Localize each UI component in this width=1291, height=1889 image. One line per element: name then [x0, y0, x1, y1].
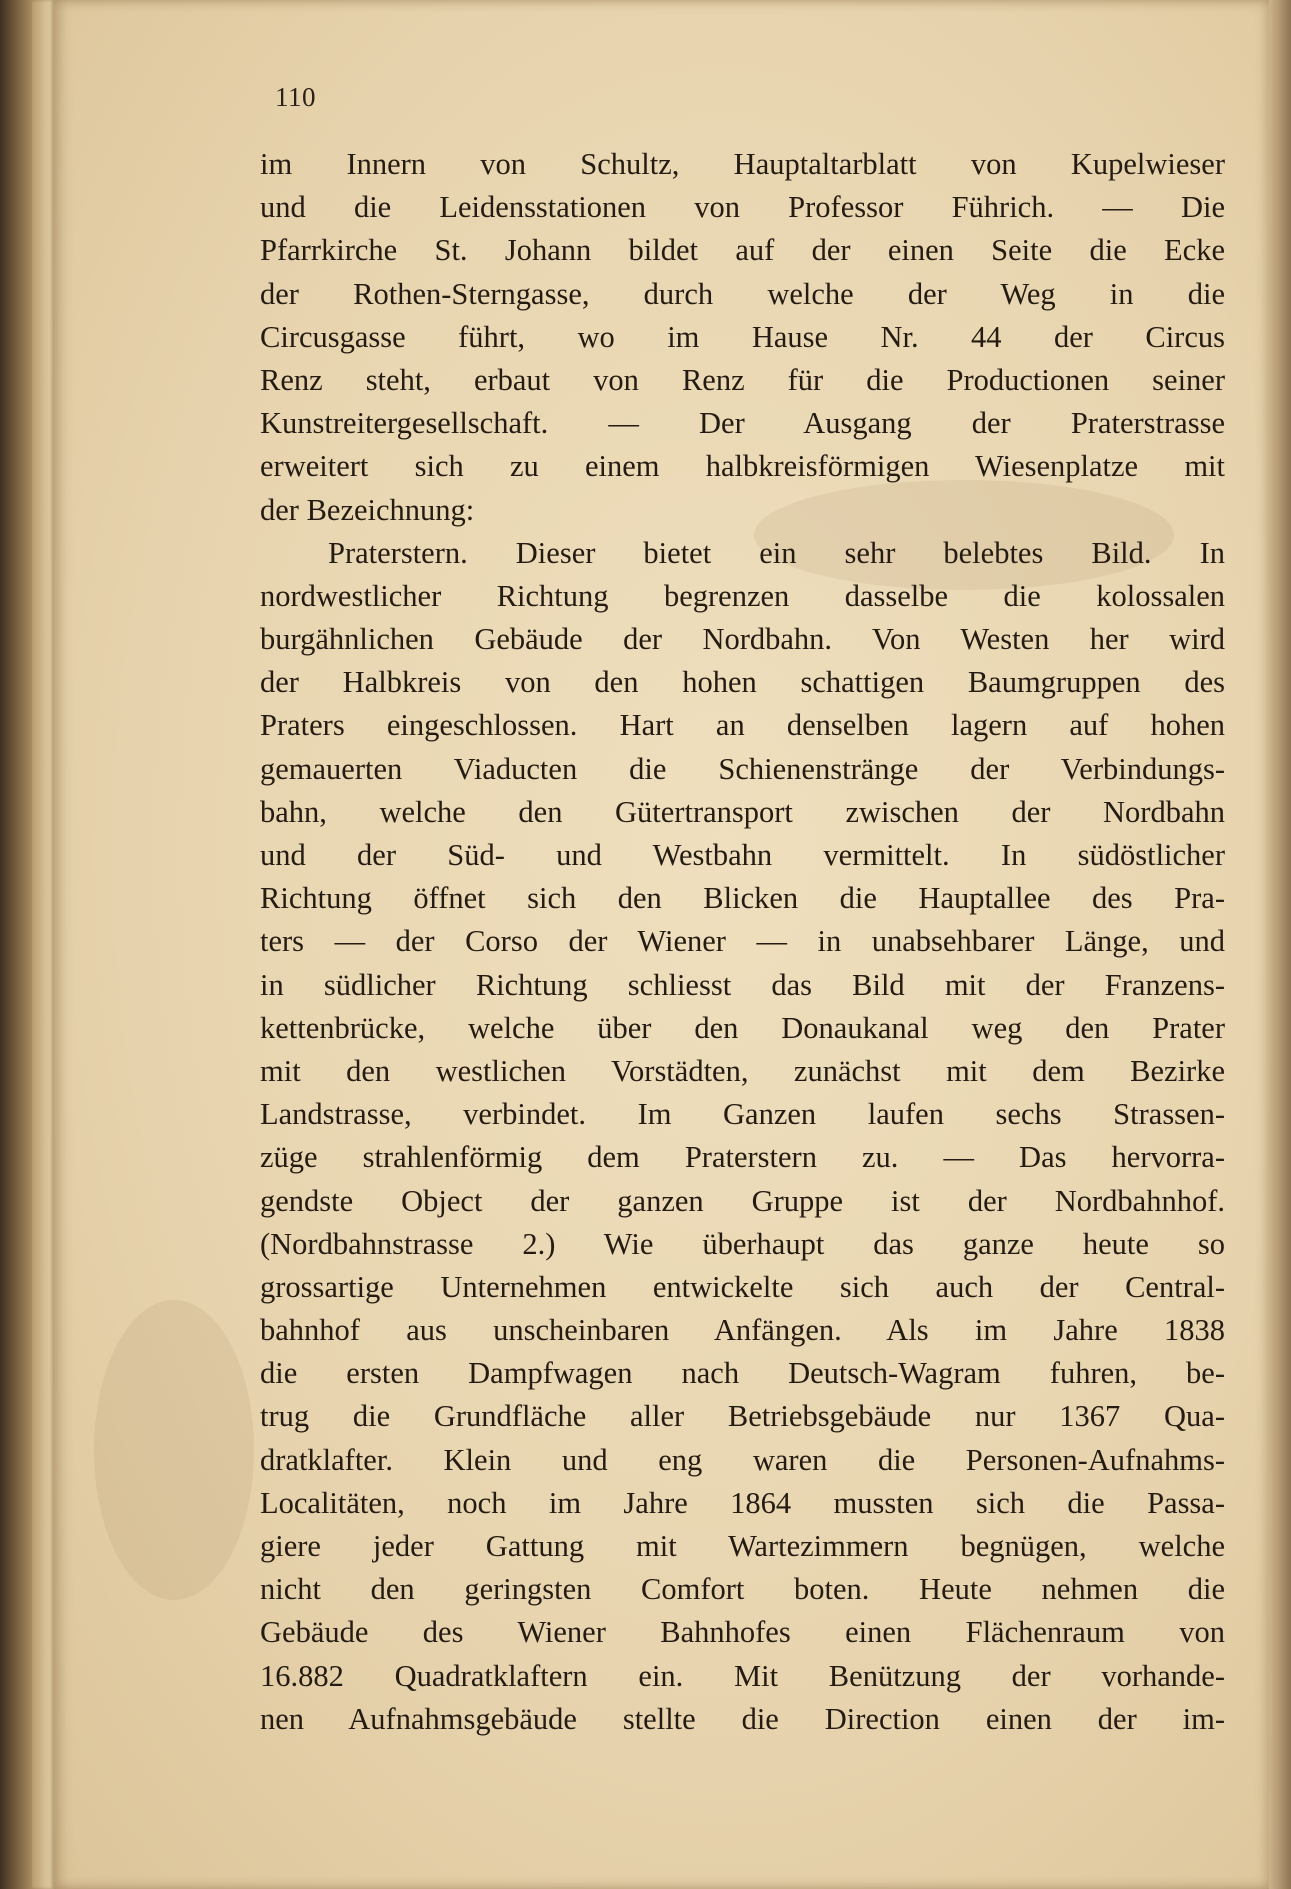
body-text: [260, 143, 1225, 1741]
page-right-edge: [1269, 0, 1291, 1889]
text-line: burgähnlichen Gebäude der Nordbahn. Von Westen her wird: [260, 622, 1225, 657]
text-line: der Halbkreis von den hohen schattigen Baumgruppen des: [260, 665, 1225, 700]
text-line: Circusgasse führt, wo im Hause Nr. 44 der Circus: [260, 319, 1225, 354]
text-line: nordwestlicher Richtung begrenzen dasselbe die kolossalen: [260, 578, 1225, 613]
text-line: in südlicher Richtung schliesst das Bild mit der Franzens-: [260, 967, 1225, 1002]
text-line: der Rothen-Sterngasse, durch welche der Weg in die: [260, 276, 1225, 311]
text-line: erweitert sich zu einem halbkreisförmigen Wiesenplatze mit: [260, 449, 1225, 484]
text-line: und der Süd- und Westbahn vermittelt. In südöstlicher: [260, 838, 1225, 872]
text-line: Pfarrkirche St. Johann bildet auf der einen Seite die Ecke: [260, 233, 1225, 268]
text-line: Praters eingeschlossen. Hart an denselben lagern auf hohen: [260, 708, 1225, 743]
text-line: der Bezeichnung:: [260, 492, 475, 527]
text-line: bahnhof aus unscheinbaren Anfängen. Als im Jahre 1838: [260, 1313, 1225, 1348]
text-line: züge strahlenförmig dem Praterstern zu. — Das hervorra-: [260, 1140, 1225, 1175]
text-line: Renz steht, erbaut von Renz für die Productionen seiner: [260, 362, 1225, 397]
text-line: dratklafter. Klein und eng waren die Personen-Aufnahms-: [260, 1442, 1225, 1477]
text-line: Richtung öffnet sich den Blicken die Hauptallee des Pra-: [260, 881, 1225, 916]
text-line: trug die Grundfläche aller Betriebsgebäude nur 1367 Qua-: [260, 1399, 1225, 1434]
text-line: und die Leidensstationen von Professor Führich. — Die: [260, 190, 1225, 225]
text-line: gendste Object der ganzen Gruppe ist der Nordbahnhof.: [260, 1183, 1225, 1218]
text-line: 16.882 Quadratklaftern ein. Mit Benützung der vorhande-: [260, 1658, 1225, 1693]
text-line: (Nordbahnstrasse 2.) Wie überhaupt das ganze heute so: [260, 1226, 1225, 1261]
text-line: Landstrasse, verbindet. Im Ganzen laufen sechs Strassen-: [260, 1097, 1225, 1132]
text-line: Gebäude des Wiener Bahnhofes einen Flächenraum von: [260, 1615, 1225, 1650]
page-stain: [94, 1300, 254, 1600]
page-number: 110: [275, 82, 316, 112]
text-line: mit den westlichen Vorstädten, zunächst mit dem Bezirke: [260, 1053, 1225, 1088]
text-line: im Innern von Schultz, Hauptaltarblatt von Kupelwieser: [260, 147, 1225, 181]
text-line: Kunstreitergesellschaft. — Der Ausgang der Praterstrasse: [260, 406, 1225, 441]
book-binding: [0, 0, 32, 1889]
text-line: die ersten Dampfwagen nach Deutsch-Wagram fuhren, be-: [260, 1356, 1225, 1391]
text-line: bahn, welche den Gütertransport zwischen der Nordbahn: [260, 794, 1225, 829]
text-line: grossartige Unternehmen entwickelte sich auch der Central-: [260, 1269, 1225, 1304]
text-line: giere jeder Gattung mit Wartezimmern begnügen, welche: [260, 1529, 1225, 1563]
text-line: gemauerten Viaducten die Schienenstränge der Verbindungs-: [260, 751, 1225, 786]
text-line: Localitäten, noch im Jahre 1864 mussten sich die Passa-: [260, 1485, 1225, 1520]
text-line: Praterstern. Dieser bietet ein sehr belebtes Bild. In: [328, 535, 1225, 570]
text-line: nicht den geringsten Comfort boten. Heute nehmen die: [260, 1572, 1225, 1607]
text-line: nen Aufnahmsgebäude stellte die Direction einen der im-: [260, 1701, 1225, 1736]
text-line: ters — der Corso der Wiener — in unabsehbarer Länge, und: [260, 924, 1225, 959]
text-line: kettenbrücke, welche über den Donaukanal weg den Prater: [260, 1010, 1225, 1045]
page-gutter-edge: [32, 0, 54, 1889]
